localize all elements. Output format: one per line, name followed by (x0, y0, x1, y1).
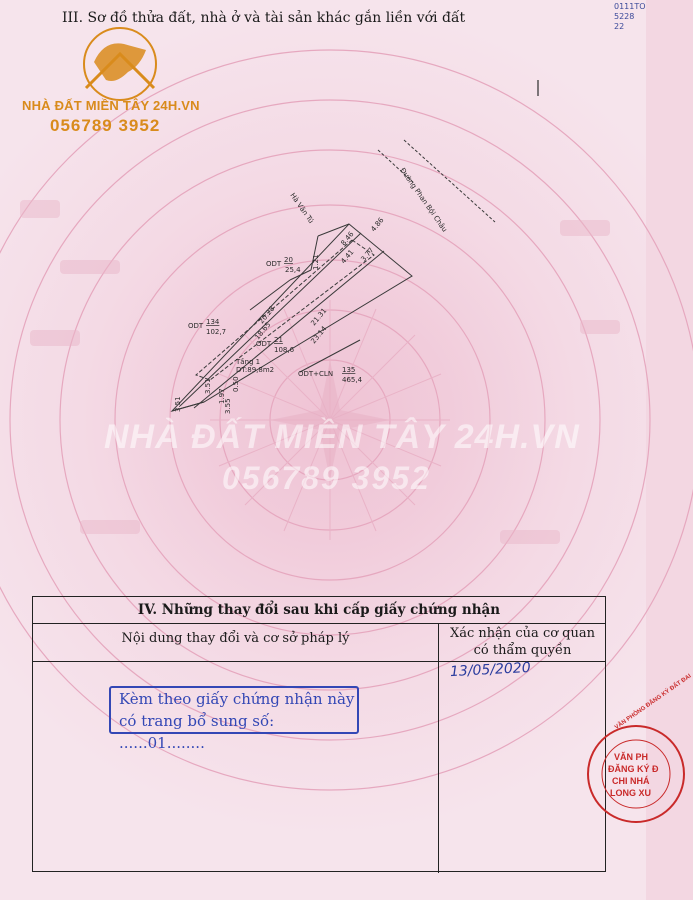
parcel-area-20: 25,4 (285, 266, 301, 274)
dim-label: 4.86 (369, 216, 386, 234)
official-seal (584, 673, 693, 828)
column-header-line: có thẩm quyền (473, 643, 572, 658)
handwritten-date: 13/05/2020 (449, 659, 532, 681)
dim-label: 3.55 (224, 398, 232, 414)
dim-label: 23.14 (309, 324, 329, 346)
dim-label: 4.41 (339, 248, 356, 266)
seal-line: CHI NHÁ (612, 776, 650, 786)
parcel-area-135: 465,4 (342, 376, 363, 384)
parcel-number-135: 135 (342, 366, 356, 374)
stamp-line-1: Kèm theo giấy chứng nhận này (119, 690, 355, 708)
road-side-label: Hà Văn Tú (288, 191, 316, 225)
column-header-content: Nội dung thay đổi và cơ sở pháp lý (121, 631, 350, 646)
stamp-line-2-prefix: có trang bổ sung số: (119, 712, 275, 730)
parcel-label-21: ODT (256, 340, 272, 348)
seal-ring-icon (584, 722, 649, 828)
dim-label: 21.31 (309, 306, 329, 328)
corner-note-line: 0111TO (614, 2, 646, 11)
section-3-title: III. Sơ đồ thửa đất, nhà ở và tài sản khác gắn liền với đất (62, 10, 466, 26)
seal-line: LONG XU (610, 788, 652, 798)
dim-label: 8.46 (339, 230, 356, 248)
dim-label: 1.21 (312, 254, 320, 270)
dim-label: 20.28 (257, 304, 277, 326)
dim-label: 3.51 (204, 378, 212, 394)
parcel-number-20: 20 (284, 256, 293, 264)
stamp-line-2 (119, 710, 357, 754)
road-main-label: Đường Phan Bội Châu (398, 166, 449, 234)
parcel-area-134: 102,7 (206, 328, 227, 336)
parcel-label-135: ODT+CLN (298, 370, 334, 378)
logo-name: NHÀ ĐẤT MIỀN TÂY 24H.VN (22, 98, 200, 113)
dim-label: 3.77 (359, 246, 376, 264)
column-header-line: Xác nhận của cơ quan (449, 626, 595, 641)
corner-note-line: 22 (614, 22, 625, 31)
parcel-label-20: ODT (266, 260, 282, 268)
seal-line: VĂN PH (614, 752, 649, 762)
section-4-title: IV. Những thay đổi sau khi cấp giấy chứng nhận (33, 597, 605, 624)
dim-label: 1.97 (218, 388, 226, 404)
dim-label: 0.50 (232, 376, 240, 392)
road-edge (404, 140, 495, 222)
corner-note-line: 5228 (614, 12, 635, 21)
dim-label: 3.51 (174, 396, 182, 412)
parcel-number-21: 21 (274, 336, 283, 344)
seal-ring-text: VĂN PHÒNG ĐĂNG KÝ ĐẤT ĐAI (614, 673, 693, 731)
parcel-boundary (318, 224, 349, 236)
parcel-label-134: ODT (188, 322, 204, 330)
parcel-number-134: 134 (206, 318, 220, 326)
watermark-phone: 056789 3952 (222, 460, 431, 496)
logo-phone: 056789 3952 (50, 116, 161, 135)
parcel-area-21: 108,6 (274, 346, 295, 354)
column-header-confirmation (438, 625, 607, 659)
dim-label: 18.65 (253, 320, 273, 342)
watermark-name: NHÀ ĐẤT MIỀN TÂY 24H.VN (104, 418, 580, 456)
building-area: DT:89,8m2 (236, 366, 275, 374)
stamp-page-number: ......01........ (119, 734, 205, 752)
supplement-stamp (109, 686, 359, 752)
seal-line: ĐĂNG KÝ Đ (608, 764, 659, 774)
building-floor: Tầng 1 (236, 358, 261, 366)
